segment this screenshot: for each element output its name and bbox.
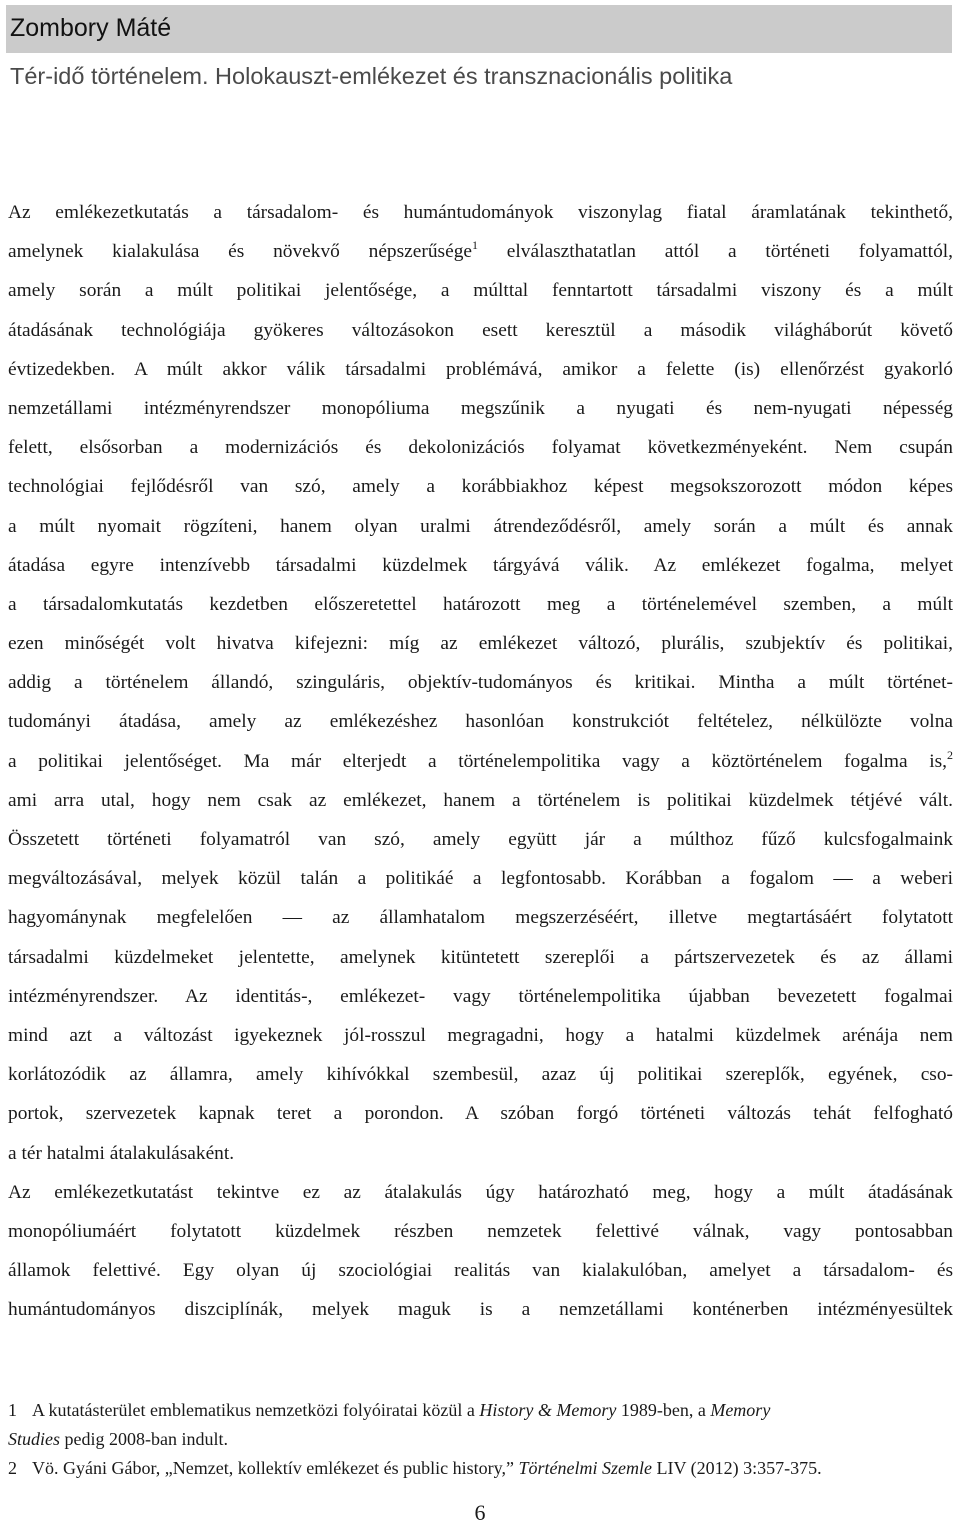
footnote-text: Vö. Gyáni Gábor, „Nemzet, kollektív emlékezet és public history,” — [32, 1458, 519, 1478]
text-line: felett, elsősorban a modernizációs és dekolonizációs folyamat következményeként. Nem csupán — [8, 437, 953, 459]
text-line: évtizedekben. A múlt akkor válik társadalmi problémává, amikor a felette (is) ellenőrzést gyakorló — [8, 358, 953, 380]
footnote-1-continued — [8, 1425, 953, 1454]
footnote-number: 1 — [8, 1400, 17, 1420]
footnote-1 — [8, 1396, 953, 1425]
text-line: a társadalomkutatás kezdetben előszeretettel határozott meg a történelemével szemben, a múlt — [8, 593, 953, 615]
text-line: addig a történelem állandó, szinguláris, objektív-tudományos és kritikai. Mintha a múlt történet- — [8, 672, 953, 694]
footnote-ref-2[interactable]: 2 — [947, 747, 953, 762]
text-line: a tér hatalmi átalakulásaként. — [8, 1142, 235, 1164]
text-line: amely során a múlt politikai jelentősége, a múlttal fenntartott társadalmi viszony és a múlt — [8, 280, 953, 302]
text-line: korlátozódik az államra, amely kihívókkal szembesül, azaz új politikai szereplők, egyének, cso- — [8, 1064, 953, 1086]
text-line: ami arra utal, hogy nem csak az emlékezet, hanem a történelem is politikai küzdelmek tétjévé vált. — [8, 789, 953, 811]
text-line: Az emlékezetkutatás a társadalom- és humántudományok viszonylag fiatal áramlatának tekinthető, — [8, 202, 953, 223]
text-line: intézményrendszer. Az identitás-, emlékezet- vagy történelempolitika újabban bevezetett fogalmai — [8, 985, 953, 1007]
text-line: megváltozásával, melyek közül talán a politikáé a legfontosabb. Korábban a fogalom — a weberi — [8, 868, 953, 890]
text-line: átadása egyre intenzívebb társadalmi küzdelmek tárgyává válik. Az emlékezet fogalma, melyet — [8, 554, 953, 576]
chapter-title: Tér-idő történelem. Holokauszt-emlékezet és transznacionális politika — [10, 63, 733, 89]
text-line: humántudományos diszciplínák, melyek maguk is a nemzetállami konténerben intézményesültek — [8, 1299, 953, 1321]
footnote-text: A kutatásterület emblematikus nemzetközi folyóiratai közül a — [32, 1400, 480, 1420]
page-number: 6 — [474, 1500, 486, 1525]
text-line: Összetett történeti folyamatról van szó, amely együtt jár a múlthoz fűző kulcsfogalmaink — [8, 829, 953, 850]
text-line: nemzetállami intézményrendszer monopóliuma megszűnik a nyugati és nem-nyugati népesség — [8, 397, 953, 419]
author-name: Zombory Máté — [10, 14, 172, 42]
journal-title: Memory — [710, 1400, 771, 1420]
text-line: portok, szervezetek kapnak teret a porondon. A szóban forgó történeti változás tehát felfogható — [8, 1103, 953, 1125]
footnote-number: 2 — [8, 1458, 17, 1478]
text-segment: a politikai jelentőséget. Ma már elterjedt a történelempolitika vagy a köztörténelem fogalma is, — [8, 750, 947, 772]
text-line: monopóliumáért folytatott küzdelmek részben nemzetek felettivé válnak, vagy pontosabban — [8, 1220, 953, 1242]
text-line: tudományi átadása, amely az emlékezéshez hasonlóan konstrukciót feltételez, nélkülözte volna — [8, 711, 953, 733]
text-line: hagyománynak megfelelően — az államhatalom megszerzéséért, illetve megtartásáért folytatott — [8, 907, 953, 929]
journal-title: Studies — [8, 1429, 60, 1449]
text-line: ezen minőségét volt hivatva kifejezni: míg az emlékezet változó, plurális, szubjektív és politikai, — [8, 633, 953, 655]
body-text — [8, 193, 953, 1329]
text-line — [8, 742, 953, 781]
text-line — [8, 232, 953, 271]
text-line: átadásának technológiája gyökeres változásokon esett keresztül a második világháborút követő — [8, 319, 953, 341]
text-line: mind azt a változást igyekeznek jól-rosszul megragadni, hogy a hatalmi küzdelmek arénája nem — [8, 1024, 953, 1046]
text-line: társadalmi küzdelmeket jelentette, amelynek kitüntetett szereplői a pártszervezetek és az állami — [8, 946, 953, 968]
journal-title: Történelmi Szemle — [518, 1458, 652, 1478]
text-segment: elválaszthatatlan attól a történeti folyamattól, — [478, 241, 954, 263]
text-line: államok felettivé. Egy olyan új szociológiai realitás van kialakulóban, amelyet a társadalom- és — [8, 1260, 953, 1282]
text-line: Az emlékezetkutatást tekintve ez az átalakulás úgy határozható meg, hogy a múlt átadásának — [8, 1181, 953, 1203]
text-line: technológiai fejlődésről van szó, amely a korábbiakhoz képest megsokszorozott módon képes — [8, 476, 953, 498]
footnote-2 — [8, 1454, 953, 1483]
text-line: a múlt nyomait rögzíteni, hanem olyan uralmi átrendeződésről, amely során a múlt és annak — [8, 515, 953, 537]
footnote-text: pedig 2008-ban indult. — [60, 1429, 228, 1449]
footnote-ref-1[interactable]: 1 — [472, 238, 478, 253]
text-segment: amelynek kialakulása és növekvő népszerűsége — [8, 241, 472, 263]
footnote-text: LIV (2012) 3:357-375. — [651, 1458, 822, 1478]
journal-title: History & Memory — [479, 1400, 617, 1420]
footnote-text: 1989-ben, a — [616, 1400, 711, 1420]
footnotes — [8, 1396, 953, 1483]
